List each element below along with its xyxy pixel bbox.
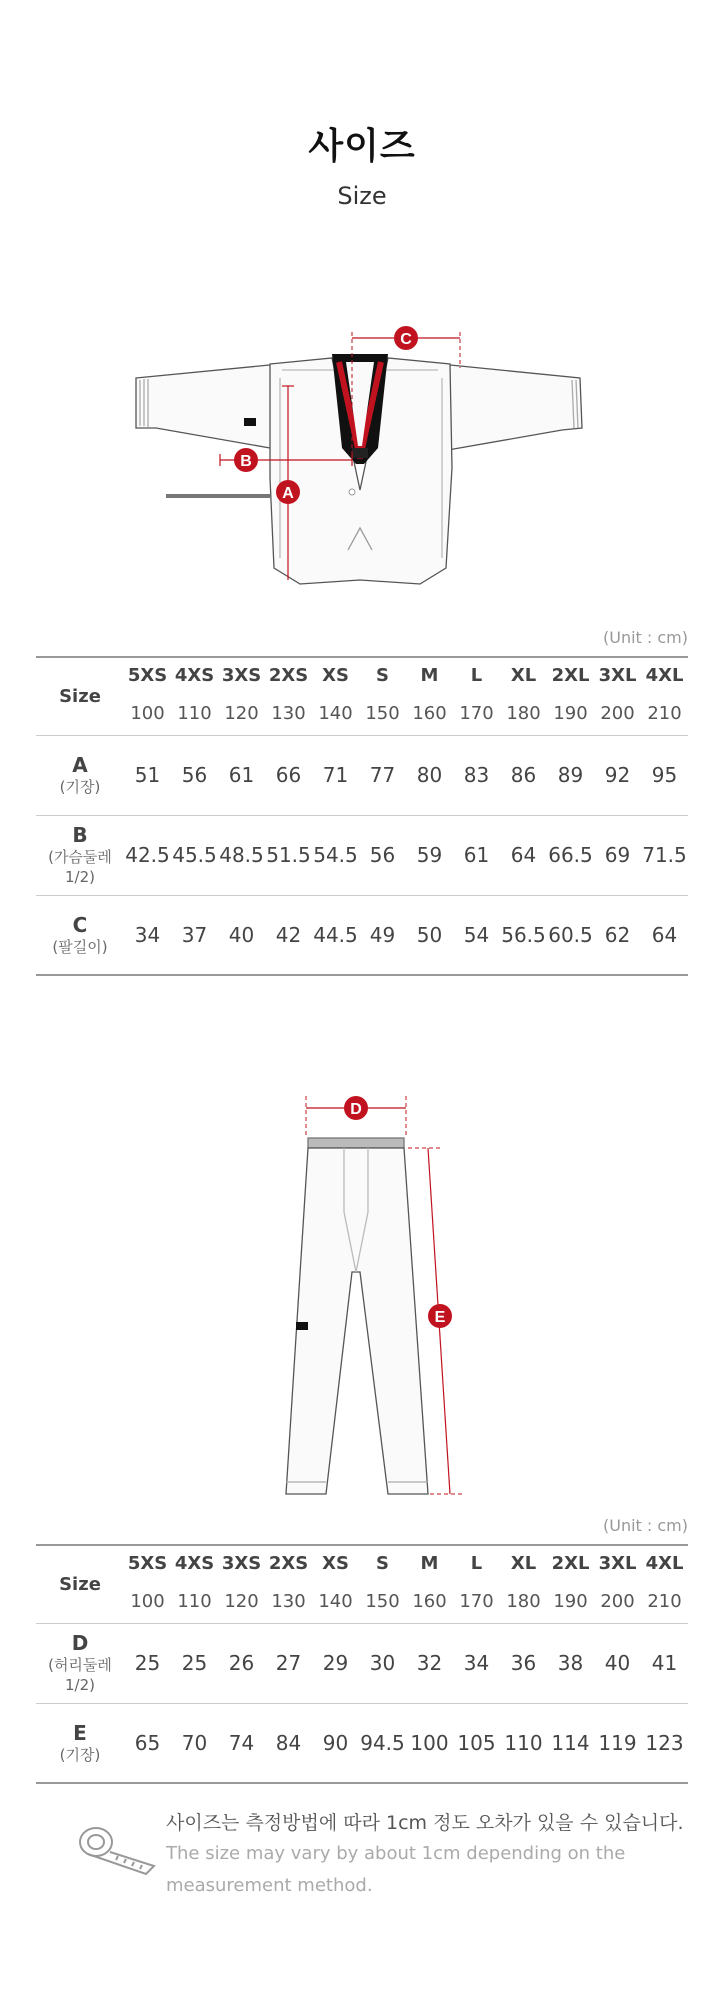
size-number: 110 (171, 693, 218, 735)
size-label: 3XL (594, 657, 641, 693)
table-cell: 44.5 (312, 895, 359, 975)
marker-d (344, 1096, 368, 1120)
size-label: L (453, 657, 500, 693)
table-cell: 86 (500, 735, 547, 815)
size-label: M (406, 657, 453, 693)
table-cell: 41 (641, 1623, 688, 1703)
table-row (36, 815, 688, 895)
pants-unit-label: (Unit : cm) (603, 1516, 688, 1535)
table-cell: 59 (406, 815, 453, 895)
size-label: XS (312, 657, 359, 693)
size-number: 150 (359, 693, 406, 735)
size-number: 170 (453, 693, 500, 735)
table-cell: 42.5 (124, 815, 171, 895)
table-cell: 92 (594, 735, 641, 815)
table-cell: 51 (124, 735, 171, 815)
size-number: 130 (265, 693, 312, 735)
table-cell: 27 (265, 1623, 312, 1703)
size-number: 110 (171, 1581, 218, 1623)
table-cell: 64 (641, 895, 688, 975)
measurement-note (60, 1808, 684, 1928)
table-cell: 56 (359, 815, 406, 895)
jacket-diagram (120, 318, 600, 608)
size-label: 5XS (124, 657, 171, 693)
table-cell: 70 (171, 1703, 218, 1783)
table-cell: 66.5 (547, 815, 594, 895)
row-label-letter: B (72, 822, 88, 847)
pants-diagram (240, 1082, 500, 1502)
table-cell: 37 (171, 895, 218, 975)
size-number: 200 (594, 693, 641, 735)
row-label (36, 1703, 124, 1783)
table-cell: 71 (312, 735, 359, 815)
size-number: 140 (312, 693, 359, 735)
table-row (36, 1623, 688, 1703)
marker-c (394, 326, 418, 350)
row-label (36, 1623, 124, 1703)
marker-e (428, 1304, 452, 1328)
table-cell: 56 (171, 735, 218, 815)
table-cell: 40 (594, 1623, 641, 1703)
table-cell: 29 (312, 1623, 359, 1703)
size-label: 3XS (218, 657, 265, 693)
row-label-letter: E (73, 1720, 87, 1745)
size-number: 100 (124, 693, 171, 735)
size-header-label: Size (36, 657, 124, 735)
table-cell: 105 (453, 1703, 500, 1783)
size-header-label: Size (36, 1545, 124, 1623)
table-cell: 50 (406, 895, 453, 975)
page-subtitle: Size (337, 182, 387, 210)
table-cell: 42 (265, 895, 312, 975)
marker-b (234, 448, 258, 472)
svg-text:E: E (434, 1309, 446, 1326)
table-cell: 84 (265, 1703, 312, 1783)
size-label: S (359, 657, 406, 693)
size-label: S (359, 1545, 406, 1581)
table-cell: 60.5 (547, 895, 594, 975)
table-cell: 77 (359, 735, 406, 815)
table-cell: 25 (124, 1623, 171, 1703)
size-number: 210 (641, 1581, 688, 1623)
size-label: 2XS (265, 657, 312, 693)
size-number: 190 (547, 1581, 594, 1623)
row-label-letter: C (72, 912, 88, 937)
table-cell: 119 (594, 1703, 641, 1783)
table-cell: 89 (547, 735, 594, 815)
table-cell: 110 (500, 1703, 547, 1783)
size-number: 180 (500, 693, 547, 735)
size-label: 2XS (265, 1545, 312, 1581)
size-number: 160 (406, 693, 453, 735)
size-number: 120 (218, 1581, 265, 1623)
row-label-letter: A (72, 752, 88, 777)
table-cell: 65 (124, 1703, 171, 1783)
row-label-description: (가슴둘레 1/2) (48, 847, 112, 886)
svg-text:A: A (282, 485, 294, 502)
table-cell: 34 (124, 895, 171, 975)
table-cell: 114 (547, 1703, 594, 1783)
jacket-size-table (36, 656, 688, 976)
table-cell: 36 (500, 1623, 547, 1703)
table-cell: 66 (265, 735, 312, 815)
size-number: 200 (594, 1581, 641, 1623)
size-label: XS (312, 1545, 359, 1581)
table-cell: 30 (359, 1623, 406, 1703)
size-label: M (406, 1545, 453, 1581)
row-label-description: (기장) (59, 777, 101, 796)
row-label-letter: D (71, 1630, 89, 1655)
marker-a (276, 480, 300, 504)
pants-size-table (36, 1544, 688, 1784)
size-label: L (453, 1545, 500, 1581)
size-number: 130 (265, 1581, 312, 1623)
note-english-2: measurement method. (166, 1875, 373, 1896)
table-cell: 95 (641, 735, 688, 815)
table-cell: 38 (547, 1623, 594, 1703)
page-title: 사이즈 (308, 126, 416, 167)
table-cell: 71.5 (641, 815, 688, 895)
measuring-tape-icon (76, 1820, 162, 1880)
size-number: 150 (359, 1581, 406, 1623)
size-number: 100 (124, 1581, 171, 1623)
svg-text:B: B (240, 453, 252, 470)
row-label (36, 735, 124, 815)
size-number: 140 (312, 1581, 359, 1623)
table-cell: 80 (406, 735, 453, 815)
size-number: 170 (453, 1581, 500, 1623)
jacket-unit-label: (Unit : cm) (603, 628, 688, 647)
table-cell: 83 (453, 735, 500, 815)
table-cell: 64 (500, 815, 547, 895)
note-english-1: The size may vary by about 1cm depending on the (166, 1843, 626, 1864)
size-number: 190 (547, 693, 594, 735)
table-cell: 48.5 (218, 815, 265, 895)
size-label: 4XL (641, 657, 688, 693)
table-cell: 56.5 (500, 895, 547, 975)
row-label (36, 895, 124, 975)
table-cell: 51.5 (265, 815, 312, 895)
size-label: 2XL (547, 657, 594, 693)
table-cell: 54.5 (312, 815, 359, 895)
row-label-description: (기장) (59, 1745, 101, 1764)
size-number: 210 (641, 693, 688, 735)
size-label: 4XL (641, 1545, 688, 1581)
svg-text:C: C (400, 331, 412, 348)
size-label: XL (500, 1545, 547, 1581)
table-cell: 100 (406, 1703, 453, 1783)
size-label: 5XS (124, 1545, 171, 1581)
size-label: 4XS (171, 657, 218, 693)
size-label: 3XL (594, 1545, 641, 1581)
size-label: 3XS (218, 1545, 265, 1581)
row-label-description: (허리둘레 1/2) (48, 1655, 112, 1694)
row-label-description: (팔길이) (52, 937, 108, 956)
table-row (36, 895, 688, 975)
table-cell: 123 (641, 1703, 688, 1783)
size-label: 4XS (171, 1545, 218, 1581)
row-label (36, 815, 124, 895)
svg-text:D: D (350, 1101, 362, 1118)
size-number: 180 (500, 1581, 547, 1623)
table-cell: 45.5 (171, 815, 218, 895)
size-label: 2XL (547, 1545, 594, 1581)
table-cell: 54 (453, 895, 500, 975)
size-number: 120 (218, 693, 265, 735)
table-cell: 32 (406, 1623, 453, 1703)
note-korean: 사이즈는 측정방법에 따라 1cm 정도 오차가 있을 수 있습니다. (166, 1812, 684, 1834)
table-cell: 61 (218, 735, 265, 815)
table-row (36, 735, 688, 815)
size-label: XL (500, 657, 547, 693)
table-cell: 94.5 (359, 1703, 406, 1783)
table-cell: 25 (171, 1623, 218, 1703)
table-cell: 26 (218, 1623, 265, 1703)
table-cell: 74 (218, 1703, 265, 1783)
table-cell: 40 (218, 895, 265, 975)
table-cell: 34 (453, 1623, 500, 1703)
table-cell: 69 (594, 815, 641, 895)
table-cell: 90 (312, 1703, 359, 1783)
table-cell: 49 (359, 895, 406, 975)
size-number: 160 (406, 1581, 453, 1623)
table-cell: 61 (453, 815, 500, 895)
table-row (36, 1703, 688, 1783)
table-cell: 62 (594, 895, 641, 975)
